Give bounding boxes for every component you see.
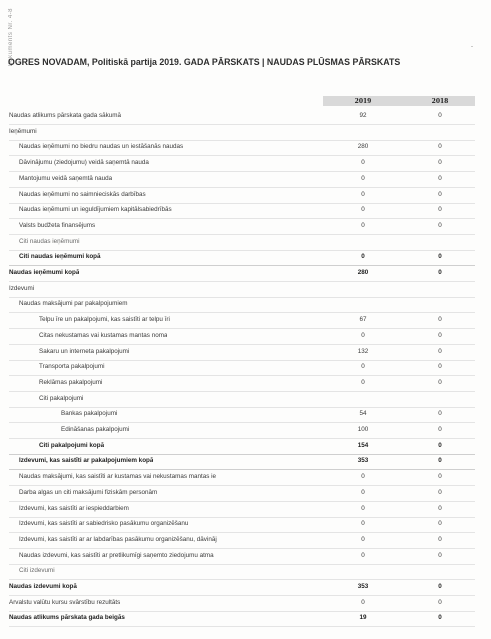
value-2019: 0: [361, 159, 365, 167]
value-2019: 19: [359, 614, 367, 622]
table-row: [9, 548, 475, 565]
column-header-2019: 2019: [354, 98, 372, 105]
row-label: Ēdināšanas pakalpojumi: [61, 426, 130, 433]
row-label: Izdevumi, kas saistīti ar pakalpojumiem kopā: [19, 457, 154, 465]
value-2018: 0: [438, 583, 442, 590]
value-2018: 0: [438, 410, 442, 418]
row-label: Izdevumi, kas saistīti ar ar labdarības pasākumu organizēšanu, dāvināj: [19, 535, 217, 543]
table-row: [9, 139, 475, 156]
table-row: [9, 155, 475, 172]
value-2019: 0: [361, 206, 365, 214]
row-label: Valsts budžeta finansējums: [19, 221, 96, 229]
value-2019: 0: [361, 174, 365, 182]
table-row: [9, 312, 475, 329]
document-side-code: Dokuments Nr. 4-8: [8, 8, 14, 67]
row-label: Izdevumi, kas saistīti ar sabiedrisko pasākumu organizēšanu: [19, 520, 189, 528]
value-2018: 0: [438, 473, 442, 481]
column-header-2018: 2018: [431, 98, 449, 105]
value-2018: 0: [438, 112, 442, 119]
row-label: Naudas ieņēmumi kopā: [9, 269, 80, 276]
value-2019: 92: [359, 112, 367, 119]
table-row: [9, 202, 475, 219]
row-label: Naudas maksājumi par pakalpojumiem: [19, 300, 128, 308]
value-2018: 0: [438, 159, 442, 167]
row-label: Reklāmas pakalpojumi: [39, 378, 103, 386]
table-row: [9, 422, 475, 439]
row-label: Telpu īre un pakalpojumi, kas saistīti ar telpu īri: [39, 316, 170, 324]
table-row: [9, 187, 475, 204]
table-row: [9, 532, 475, 549]
value-2018: 0: [438, 174, 442, 182]
table-row: [9, 108, 475, 125]
row-label: Naudas maksājumi, kas saistīti ar kustamas vai nekustamas mantas ie: [19, 473, 217, 481]
value-2019: 67: [359, 316, 367, 324]
value-2019: 0: [361, 520, 365, 528]
value-2018: 0: [438, 269, 442, 276]
table-row: [9, 171, 475, 188]
row-label: Bankas pakalpojumi: [61, 410, 118, 418]
value-2018: 0: [438, 221, 442, 229]
value-2018: 0: [438, 253, 442, 261]
row-label: Sakaru un interneta pakalpojumi: [39, 347, 130, 355]
table-row: [9, 249, 475, 266]
table-row: [9, 218, 475, 235]
value-2019: 353: [357, 583, 369, 590]
row-label: Citi pakalpojumi: [39, 394, 84, 402]
row-label: Mantojumu veidā saņemtā nauda: [19, 174, 113, 182]
table-row: [9, 234, 475, 251]
row-label: Dāvinājumu (ziedojumu) veidā saņemtā nauda: [19, 159, 149, 167]
table-row: [9, 359, 475, 376]
row-label: Citas nekustamas vai kustamas mantas noma: [39, 331, 168, 339]
value-2019: 280: [357, 269, 369, 276]
report-title: OGRES NOVADAM, Politiskā partija 2019. GADA PĀRSKATS | NAUDAS PLŪSMAS PĀRSKATS: [8, 57, 401, 67]
table-row: [9, 375, 475, 392]
value-2018: 0: [438, 504, 442, 512]
row-label: Naudas atlikums pārskata gada sākumā: [9, 112, 122, 119]
table-row: [9, 516, 475, 533]
value-2018: 0: [438, 206, 442, 214]
row-label: Ārvalstu valūtu kursu svārstību rezultāts: [9, 598, 121, 606]
value-2018: 0: [438, 551, 442, 559]
value-2018: 0: [438, 316, 442, 324]
value-2019: 154: [357, 441, 369, 449]
value-2018: 0: [438, 143, 442, 151]
value-2018: 0: [438, 331, 442, 339]
table-row: [9, 265, 475, 282]
row-label: Citi naudas ieņēmumi kopā: [19, 253, 101, 261]
table-row: [9, 563, 475, 580]
table-row: [9, 438, 475, 455]
row-label: Citi pakalpojumi kopā: [39, 441, 105, 449]
value-2018: 0: [438, 347, 442, 355]
row-label: Naudas ieņēmumi no biedru naudas un iestāšanās naudas: [19, 143, 184, 151]
row-label: Citi naudas ieņēmumi: [19, 237, 80, 245]
table-row: [9, 485, 475, 502]
value-2019: 0: [361, 363, 365, 371]
value-2018: 0: [438, 426, 442, 433]
table-row: [9, 296, 475, 313]
value-2019: 54: [359, 410, 367, 418]
row-label: Naudas atlikums pārskata gada beigās: [9, 614, 125, 622]
row-label: Izdevumi: [9, 284, 35, 292]
value-2019: 0: [361, 221, 365, 229]
value-2019: 132: [357, 347, 369, 355]
value-2018: 0: [438, 614, 442, 622]
row-label: Naudas izdevumi, kas saistīti ar pretlikumīgi saņemto ziedojumu atma: [19, 551, 214, 559]
value-2018: 0: [438, 535, 442, 543]
table-row: [9, 469, 475, 486]
value-2019: 100: [357, 426, 369, 433]
value-2019: 0: [361, 378, 365, 386]
row-label: Naudas izdevumi kopā: [9, 583, 77, 590]
value-2018: 0: [438, 441, 442, 449]
row-label: Darba algas un citi maksājumi fiziskām personām: [19, 488, 158, 496]
value-2019: 0: [361, 331, 365, 339]
row-label: Transporta pakalpojumi: [39, 363, 105, 371]
table-row: [9, 406, 475, 423]
value-2018: 0: [438, 363, 442, 371]
table-row: [9, 595, 475, 612]
value-2018: 0: [438, 598, 442, 606]
table-row: [9, 501, 475, 518]
table-row: [9, 344, 475, 361]
value-2019: 0: [361, 535, 365, 543]
value-2018: 0: [438, 457, 442, 465]
value-2019: 0: [361, 473, 365, 481]
value-2019: 0: [361, 504, 365, 512]
row-label: Naudas ieņēmumi no saimnieciskās darbības: [19, 190, 146, 198]
corner-mark: -: [471, 44, 473, 50]
table-row: [9, 124, 475, 141]
row-label: Naudas ieņēmumi un ieguldījumiem kapitālsabiedrībās: [19, 206, 172, 214]
table-row: [9, 391, 475, 408]
value-2018: 0: [438, 190, 442, 198]
table-row: [9, 610, 475, 627]
value-2018: 0: [438, 520, 442, 528]
table-row: [9, 328, 475, 345]
table-row: [9, 579, 475, 596]
value-2019: 0: [361, 488, 365, 496]
value-2018: 0: [438, 488, 442, 496]
row-label: Citi izdevumi: [19, 567, 55, 575]
value-2019: 0: [361, 190, 365, 198]
table-row: [9, 281, 475, 298]
value-2019: 280: [357, 143, 369, 151]
table-row: [9, 453, 475, 470]
value-2018: 0: [438, 378, 442, 386]
row-label: Ieņēmumi: [9, 127, 37, 135]
value-2019: 0: [361, 551, 365, 559]
value-2019: 0: [361, 598, 365, 606]
row-label: Izdevumi, kas saistīti ar iespieddarbiem: [19, 504, 129, 512]
value-2019: 353: [357, 457, 369, 465]
value-2019: 0: [361, 253, 365, 261]
